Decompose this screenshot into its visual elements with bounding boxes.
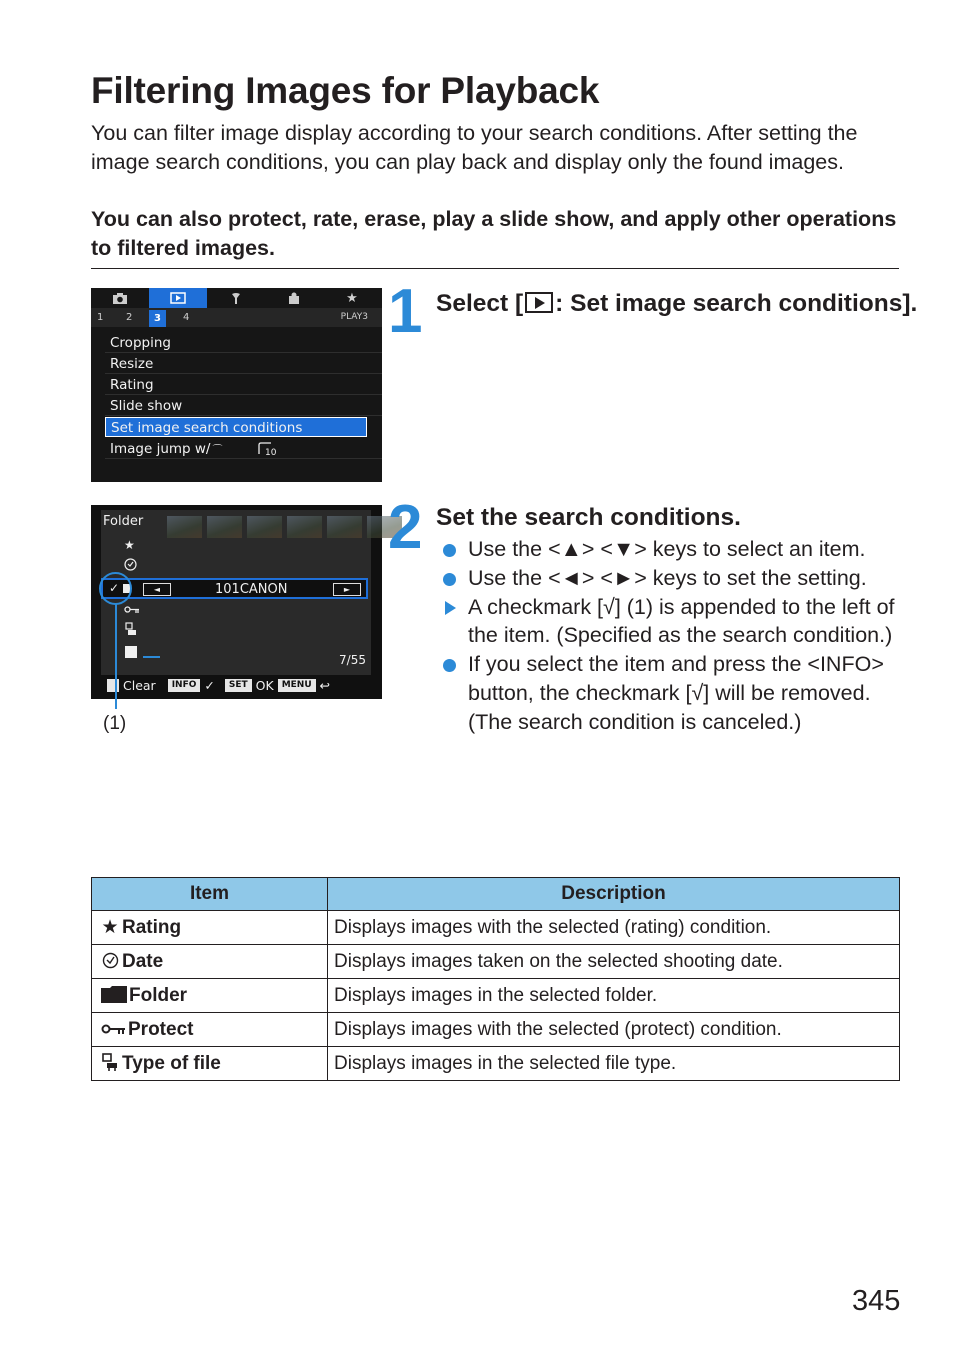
step-2-instructions (436, 535, 906, 737)
date-row-clock-icon[interactable] (124, 558, 137, 574)
subtab-4[interactable]: 4 (183, 312, 190, 323)
custom-tab-icon[interactable] (265, 288, 323, 308)
trash-icon[interactable] (107, 679, 119, 692)
bullet-select-item: Use the <▲> <▼> keys to select an item. (436, 535, 906, 564)
folder-heading: Folder (103, 514, 144, 529)
thumbnail (207, 516, 242, 538)
item-date: Date (122, 950, 164, 972)
result-checkmark: A checkmark [√] (1) is appended to the left of the item. (Specified as the search condition.) (436, 593, 906, 651)
search-conditions-table (91, 877, 900, 1081)
wrench-tab-icon[interactable] (207, 288, 265, 308)
folder-value: 101CANON (215, 582, 288, 597)
right-arrow-button[interactable]: ► (333, 583, 361, 596)
table-cell-item (92, 945, 328, 979)
star-icon: ★ (101, 917, 119, 938)
table-header-row (92, 878, 900, 911)
table-row (92, 1047, 900, 1081)
found-count: 7/55 (339, 653, 366, 667)
table-header-item: Item (92, 878, 328, 911)
callout-line (115, 604, 117, 709)
selected-checkmark-icon: ✓ (109, 581, 120, 595)
table-row (92, 911, 900, 945)
table-header-description: Description (328, 878, 900, 911)
protect-row-key-icon[interactable] (124, 603, 140, 617)
bullet-remove-checkmark: If you select the item and press the <INFO> button, the checkmark [√] will be removed. (The search condition is canceled.) (436, 650, 906, 736)
menu-subtabs (91, 308, 382, 327)
table-row (92, 1013, 900, 1047)
clear-label[interactable]: Clear (123, 677, 156, 693)
menu-key[interactable]: MENU (278, 679, 316, 692)
table-cell-item (92, 911, 328, 945)
thumbnail-strip (167, 516, 402, 538)
all-images-indicator (125, 646, 137, 658)
item-rating: Rating (122, 917, 182, 938)
item-type-of-file: Type of file (122, 1052, 221, 1074)
thumbnail (247, 516, 282, 538)
jump-10-icon (257, 439, 275, 459)
menu-page-label: PLAY3 (340, 312, 368, 322)
menu-item-image-jump-label: Image jump w/ (110, 441, 211, 457)
table-cell-description: Displays images in the selected folder. (328, 979, 900, 1013)
playback-tab-icon[interactable] (149, 288, 207, 308)
table-cell-description: Displays images with the selected (rating) condition. (328, 911, 900, 945)
return-icon: ↩ (319, 677, 331, 693)
checkmark-callout-circle (99, 572, 132, 605)
menu-item-resize[interactable]: Resize (105, 354, 382, 374)
menu-item-rating[interactable]: Rating (105, 375, 382, 395)
page-number: 345 (852, 1285, 901, 1317)
menu-item-set-image-search[interactable]: Set image search conditions (105, 417, 367, 437)
table-cell-description: Displays images in the selected file type. (328, 1047, 900, 1081)
key-icon (100, 1019, 126, 1041)
info-key[interactable]: INFO (168, 679, 201, 692)
menu-item-slide-show[interactable]: Slide show (105, 396, 382, 416)
item-folder: Folder (129, 984, 188, 1006)
file-type-row-icon[interactable] (124, 622, 137, 639)
step-1-title-prefix: Select [ (436, 290, 524, 317)
step-2-title: Set the search conditions. (436, 504, 741, 531)
my-menu-star-icon[interactable]: ★ (346, 290, 358, 306)
thumbnail (287, 516, 322, 538)
ok-label: OK (255, 677, 274, 693)
table-row (92, 945, 900, 979)
search-conditions-screen (91, 505, 382, 699)
table-row (92, 979, 900, 1013)
table-cell-description: Displays images taken on the selected shooting date. (328, 945, 900, 979)
camera-menu-screen (91, 288, 382, 482)
menu-item-cropping[interactable]: Cropping (105, 333, 382, 353)
intro-text: You can filter image display according to your search conditions. After setting the image search conditions, you can play back and display only the found images. (91, 121, 858, 174)
set-key[interactable]: SET (225, 679, 252, 692)
step-1-number: 1 (388, 277, 423, 346)
subtab-2[interactable]: 2 (126, 312, 133, 323)
svg-text:10: 10 (265, 447, 277, 458)
check-icon: ✓ (204, 677, 215, 693)
folder-icon (100, 985, 127, 1007)
bottom-controls (107, 677, 330, 693)
thumbnail (167, 516, 202, 538)
table-cell-item (92, 979, 328, 1013)
file-type-icon (100, 1053, 120, 1075)
dial-icon: ⌒ (212, 445, 223, 456)
page-title: Filtering Images for Playback (91, 70, 600, 111)
bullet-set-setting: Use the <◄> <►> keys to set the setting. (436, 564, 906, 593)
menu-tabs (91, 288, 382, 308)
table-cell-item (92, 1013, 328, 1047)
step-1-title (436, 288, 917, 319)
table-cell-item (92, 1047, 328, 1081)
subtab-1[interactable]: 1 (97, 312, 104, 323)
intro-bold-text: You can also protect, rate, erase, play a slide show, and apply other operations to filtered images. (91, 207, 897, 260)
step-1-title-suffix: : Set image search conditions]. (555, 290, 918, 317)
clock-icon (100, 951, 120, 973)
item-protect: Protect (128, 1018, 194, 1040)
step-2-number: 2 (388, 493, 423, 562)
progress-indicator (143, 656, 160, 658)
folder-row-selected[interactable] (101, 578, 368, 599)
left-arrow-button[interactable]: ◄ (143, 583, 171, 596)
camera-tab-icon[interactable] (91, 288, 149, 308)
table-cell-description: Displays images with the selected (protect) condition. (328, 1013, 900, 1047)
rating-row-star-icon[interactable]: ★ (124, 538, 135, 552)
section-divider (91, 268, 899, 269)
callout-label: (1) (103, 713, 127, 734)
menu-item-image-jump[interactable] (105, 439, 382, 459)
playback-icon (525, 292, 553, 313)
subtab-3[interactable]: 3 (149, 310, 166, 327)
thumbnail (327, 516, 362, 538)
